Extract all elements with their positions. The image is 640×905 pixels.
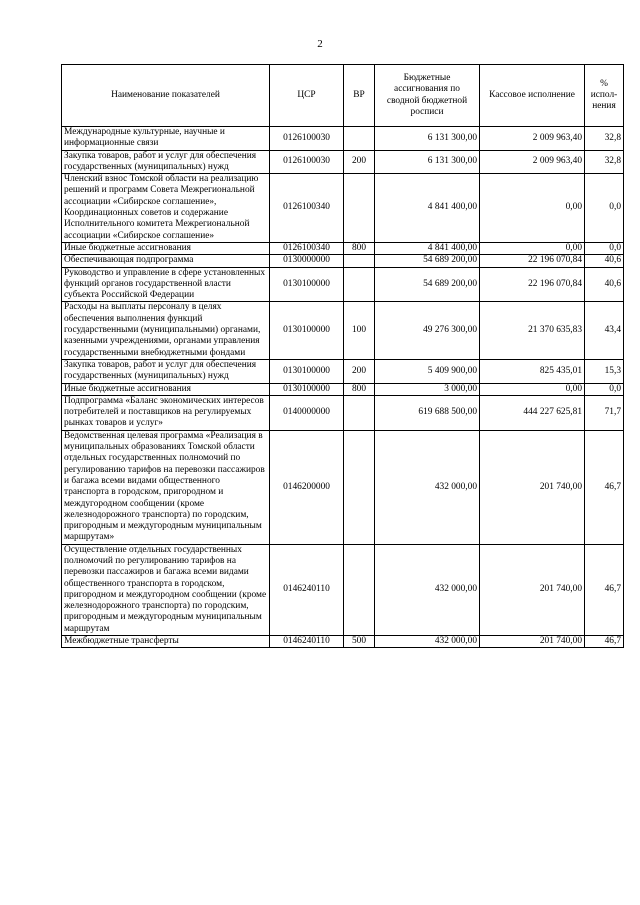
row-name: Ведомственная целевая программа «Реализация в муниципальных образованиях Томской области отдельных государственных полномочий по регулированию тарифов на перевозки пассажиров и багажа всеми видами общественного транспорта в городском, пригородном и междугородном сообщении (кроме железнодорожного транспорта) по городским, пригородным и междугородным муниципальным маршрутам» [62, 430, 270, 544]
table-row [62, 302, 624, 359]
row-percent: 0,0 [585, 242, 624, 254]
row-vr: 800 [344, 242, 375, 254]
table-row [62, 174, 624, 243]
row-percent: 46,7 [585, 430, 624, 544]
header-csr: ЦСР [270, 65, 344, 127]
row-vr [344, 395, 375, 430]
row-vr [344, 127, 375, 151]
table-row [62, 127, 624, 151]
row-csr: 0146240110 [270, 636, 344, 648]
row-vr: 100 [344, 302, 375, 359]
row-name: Расходы на выплаты персоналу в целях обеспечения выполнения функций государственными (муниципальными) органами, казенными учреждениями, органами управления государственными внебюджетными фондами [62, 302, 270, 359]
row-cash: 825 435,01 [480, 359, 585, 383]
row-csr: 0130100000 [270, 383, 344, 395]
row-vr: 800 [344, 383, 375, 395]
row-cash: 22 196 070,84 [480, 255, 585, 267]
row-name: Обеспечивающая подпрограмма [62, 255, 270, 267]
row-percent: 32,8 [585, 150, 624, 174]
table-row [62, 267, 624, 302]
row-cash: 2 009 963,40 [480, 127, 585, 151]
header-name: Наименование показателей [62, 65, 270, 127]
row-vr [344, 267, 375, 302]
row-assignments: 432 000,00 [375, 430, 480, 544]
table-row [62, 255, 624, 267]
row-assignments: 619 688 500,00 [375, 395, 480, 430]
header-vr: ВР [344, 65, 375, 127]
row-assignments: 4 841 400,00 [375, 174, 480, 243]
row-assignments: 54 689 200,00 [375, 267, 480, 302]
row-name: Межбюджетные трансферты [62, 636, 270, 648]
header-cash: Кассовое исполнение [480, 65, 585, 127]
row-name: Закупка товаров, работ и услуг для обеспечения государственных (муниципальных) нужд [62, 359, 270, 383]
table-row [62, 242, 624, 254]
row-percent: 71,7 [585, 395, 624, 430]
row-assignments: 6 131 300,00 [375, 127, 480, 151]
table-row [62, 150, 624, 174]
row-csr: 0130100000 [270, 359, 344, 383]
row-percent: 46,7 [585, 544, 624, 635]
row-assignments: 5 409 900,00 [375, 359, 480, 383]
row-csr: 0140000000 [270, 395, 344, 430]
row-csr: 0126100340 [270, 174, 344, 243]
row-percent: 32,8 [585, 127, 624, 151]
row-vr: 200 [344, 359, 375, 383]
row-name: Руководство и управление в сфере установленных функций органов государственной власти субъекта Российской Федерации [62, 267, 270, 302]
row-csr: 0130100000 [270, 302, 344, 359]
row-cash: 22 196 070,84 [480, 267, 585, 302]
row-vr: 200 [344, 150, 375, 174]
table-row [62, 636, 624, 648]
table-header-row [62, 65, 624, 127]
row-assignments: 54 689 200,00 [375, 255, 480, 267]
row-percent: 46,7 [585, 636, 624, 648]
row-name: Иные бюджетные ассигнования [62, 383, 270, 395]
table-row [62, 430, 624, 544]
row-cash: 0,00 [480, 383, 585, 395]
row-csr: 0146240110 [270, 544, 344, 635]
row-csr: 0130000000 [270, 255, 344, 267]
row-csr: 0126100030 [270, 150, 344, 174]
row-percent: 40,6 [585, 255, 624, 267]
row-csr: 0146200000 [270, 430, 344, 544]
header-percent: % испол-нения [585, 65, 624, 127]
row-cash: 201 740,00 [480, 544, 585, 635]
header-assignments: Бюджетные ассигнования по сводной бюджетной росписи [375, 65, 480, 127]
row-vr [344, 255, 375, 267]
row-vr [344, 544, 375, 635]
table-row [62, 395, 624, 430]
row-cash: 0,00 [480, 174, 585, 243]
row-cash: 2 009 963,40 [480, 150, 585, 174]
row-assignments: 49 276 300,00 [375, 302, 480, 359]
table-row [62, 544, 624, 635]
row-name: Подпрограмма «Баланс экономических интересов потребителей и поставщиков на регулируемых рынках товаров и услуг» [62, 395, 270, 430]
row-percent: 0,0 [585, 383, 624, 395]
row-cash: 201 740,00 [480, 636, 585, 648]
row-name: Закупка товаров, работ и услуг для обеспечения государственных (муниципальных) нужд [62, 150, 270, 174]
row-csr: 0126100340 [270, 242, 344, 254]
row-percent: 15,3 [585, 359, 624, 383]
page-number: 2 [317, 38, 323, 50]
row-assignments: 6 131 300,00 [375, 150, 480, 174]
row-percent: 0,0 [585, 174, 624, 243]
row-vr [344, 174, 375, 243]
row-name: Членский взнос Томской области на реализацию решений и программ Совета Межрегиональной ассоциации «Сибирское соглашение», Координационных советов и содержание Исполнительного комитета Межрегиональной ассоциации «Сибирское соглашение» [62, 174, 270, 243]
table-row [62, 383, 624, 395]
row-name: Международные культурные, научные и информационные связи [62, 127, 270, 151]
row-percent: 43,4 [585, 302, 624, 359]
row-csr: 0126100030 [270, 127, 344, 151]
row-cash: 444 227 625,81 [480, 395, 585, 430]
row-csr: 0130100000 [270, 267, 344, 302]
table-row [62, 359, 624, 383]
row-assignments: 432 000,00 [375, 636, 480, 648]
row-assignments: 432 000,00 [375, 544, 480, 635]
row-assignments: 4 841 400,00 [375, 242, 480, 254]
row-cash: 0,00 [480, 242, 585, 254]
row-vr [344, 430, 375, 544]
row-cash: 201 740,00 [480, 430, 585, 544]
row-vr: 500 [344, 636, 375, 648]
row-percent: 40,6 [585, 267, 624, 302]
row-cash: 21 370 635,83 [480, 302, 585, 359]
row-name: Осуществление отдельных государственных полномочий по регулированию тарифов на перевозки пассажиров и багажа всеми видами общественного транспорта в городском, пригородном и междугородном сообщении (кроме железнодорожного транспорта) по городским, пригородным и междугородным муниципальным маршрутам [62, 544, 270, 635]
budget-execution-table [61, 64, 624, 648]
row-name: Иные бюджетные ассигнования [62, 242, 270, 254]
row-assignments: 3 000,00 [375, 383, 480, 395]
